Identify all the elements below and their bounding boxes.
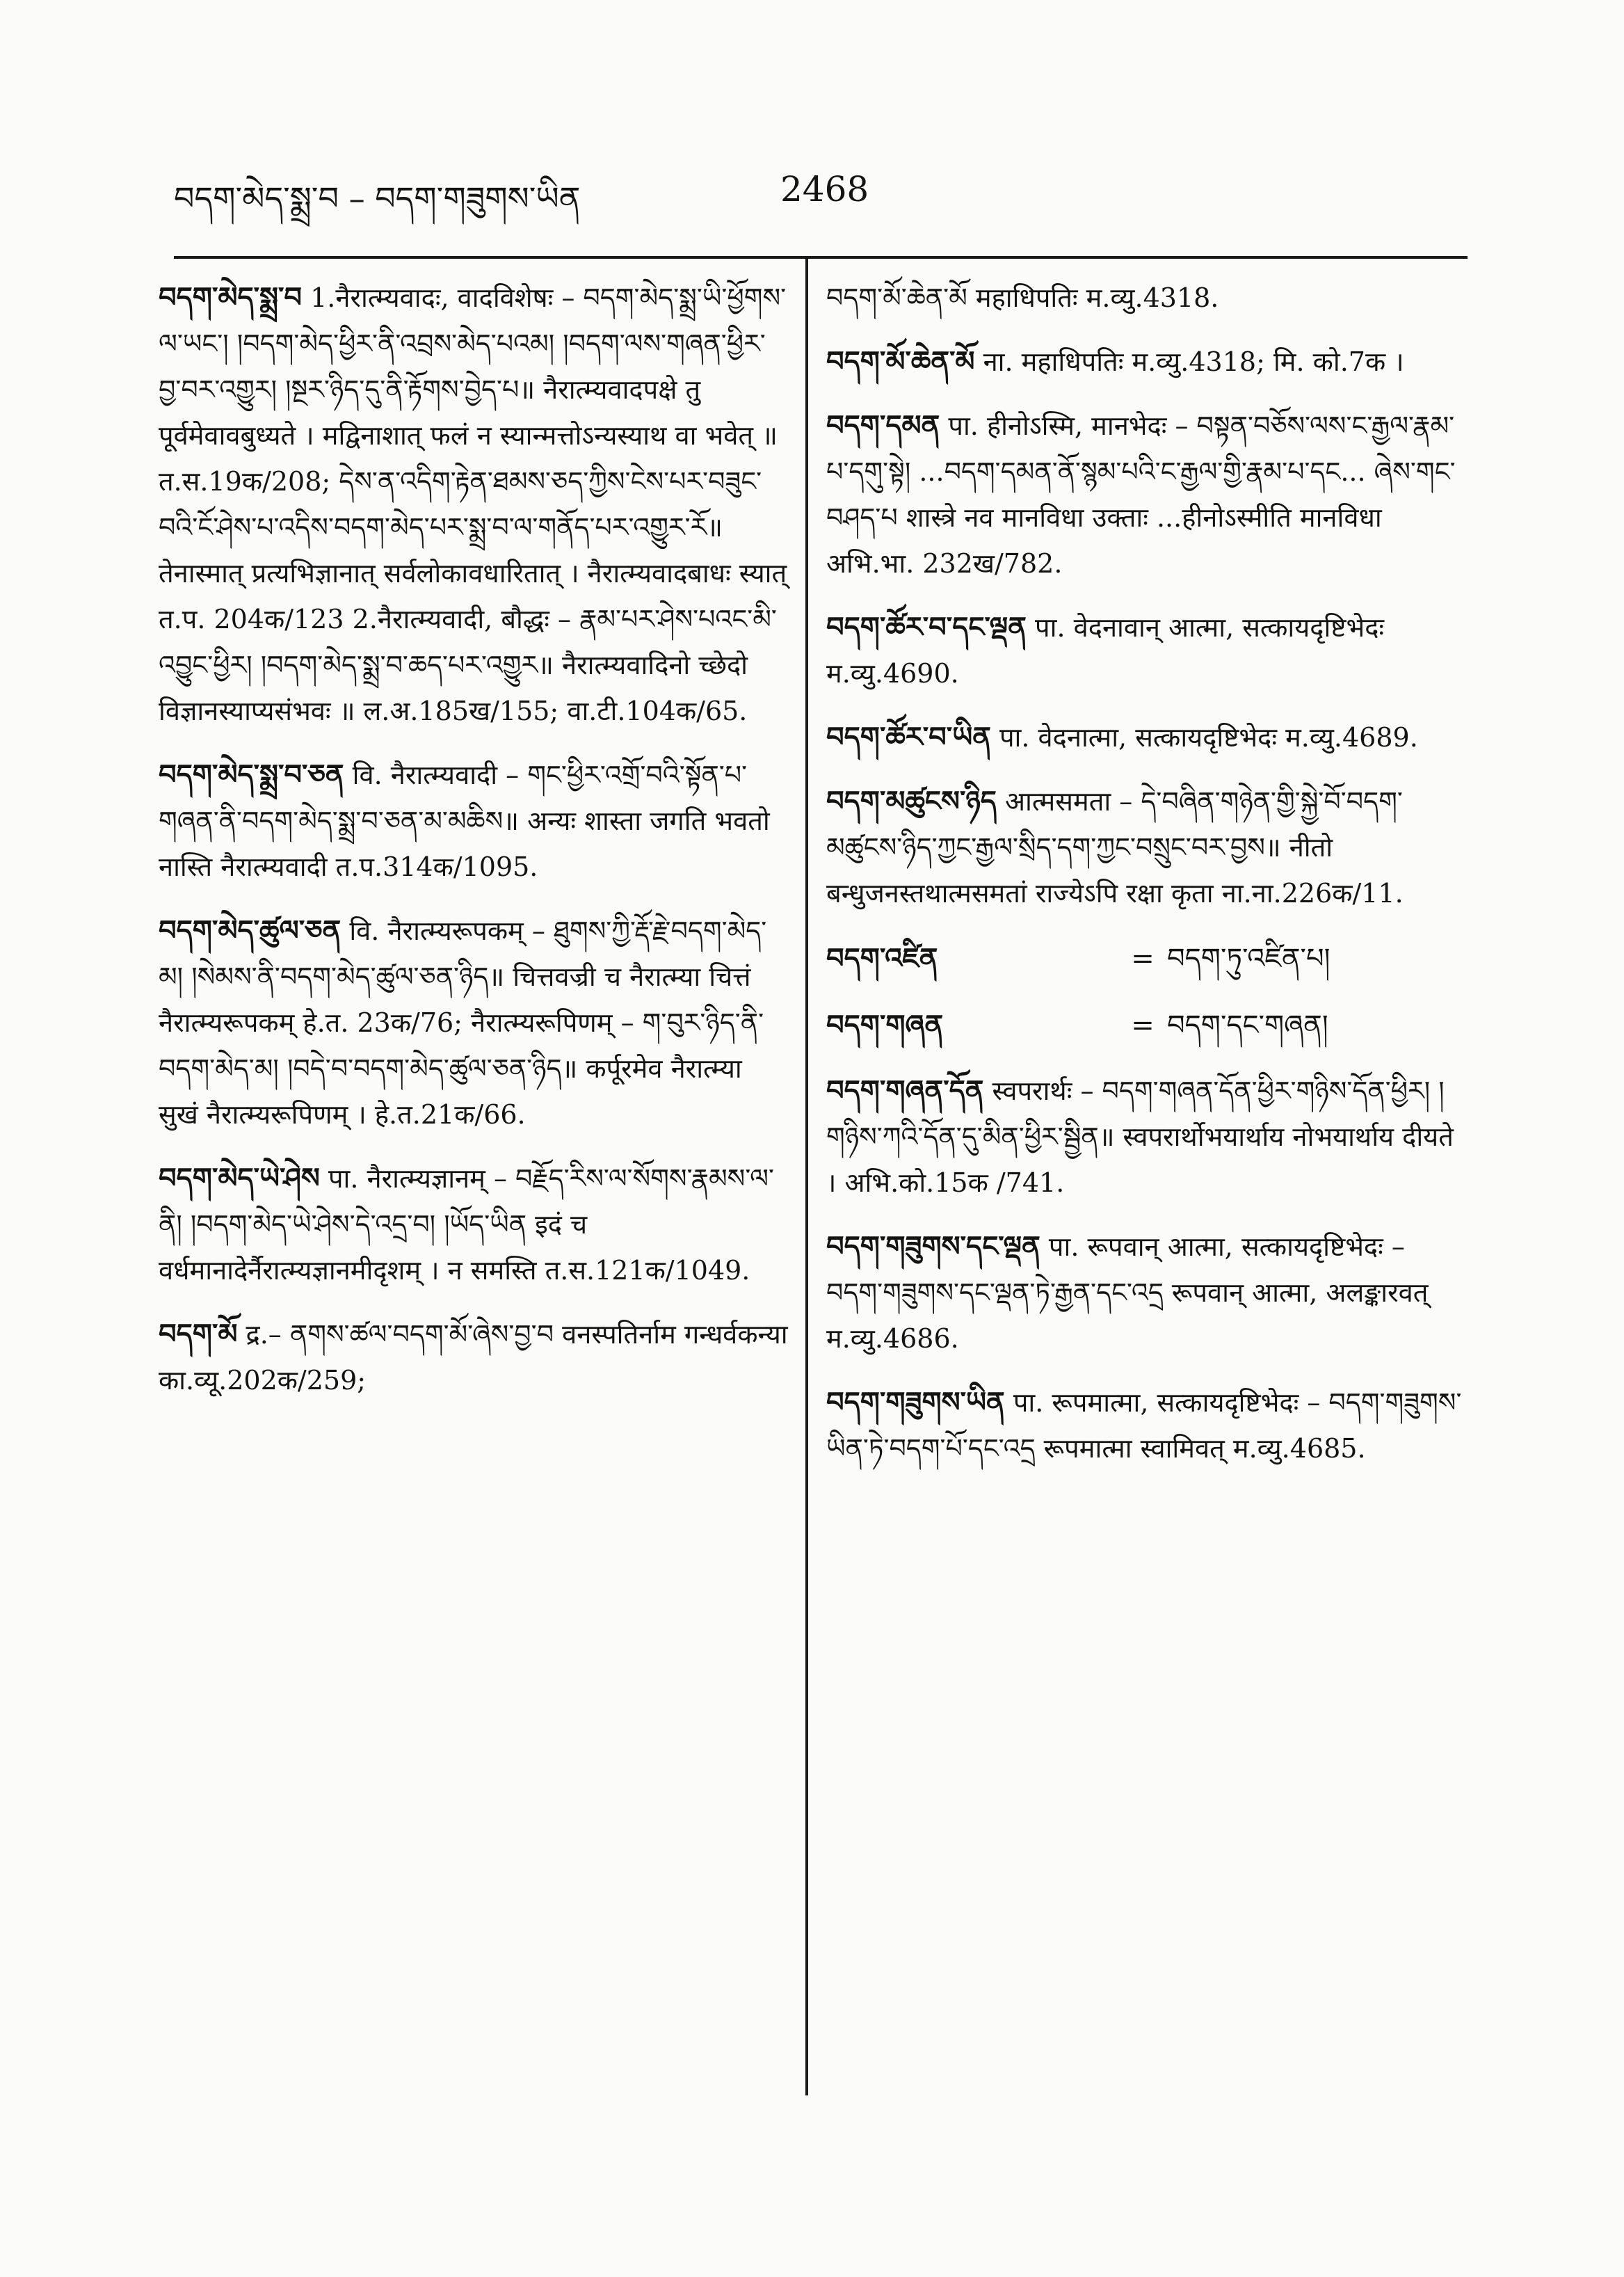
dictionary-entry (826, 403, 1463, 586)
dictionary-entry (159, 752, 788, 890)
entry-headword: བདག་ཚོར་བ་དང་ལྡན (826, 611, 1027, 644)
dictionary-entry (159, 1156, 788, 1293)
entry-headword: བདག་གཞན་དོན (826, 1074, 984, 1107)
dictionary-entry (826, 778, 1463, 916)
entry-headword: བདག་མཚུངས་ཉིད (826, 785, 997, 817)
cross-reference-headword: བདག་གཞན (826, 1009, 944, 1041)
entry-body: पा. रूपमात्मा, सत्कायदृष्टिभेदः – བདག་གཟུགས་ཡིན་ཏེ་བདག་པོ་དང་འདྲ रूपमात्मा स्वामिवत् म.व्यु.4685. (826, 1387, 1462, 1464)
page-header (174, 163, 1468, 219)
dictionary-entry (826, 605, 1463, 696)
entry-body: पा. वेदनावान् आत्मा, सत्कायदृष्टिभेदः म.व्यु.4690. (826, 612, 1385, 689)
dictionary-entry (159, 908, 788, 1137)
dictionary-entry (826, 339, 1463, 385)
dictionary-entry (826, 1224, 1463, 1361)
cross-reference-entry (826, 1001, 1463, 1050)
cross-reference-headword: བདག་འཛིན (826, 942, 938, 975)
entry-headword: བདག་གཟུགས་ཡིན (826, 1386, 1005, 1419)
dictionary-entry (826, 1068, 1463, 1206)
dictionary-entry (159, 275, 788, 734)
cross-reference-target: བདག་ཏུ་འཛིན་པ། (1167, 943, 1330, 975)
entry-headword: བདག་དམན (826, 409, 940, 442)
equals-sign: = (1131, 943, 1155, 975)
entry-body: स्वपरार्थः – བདག་གཞན་དོན་ཕྱིར་གཉིས་དོན་ཕྱིར། །གཉིས་ཀའི་དོན་དུ་མིན་ཕྱིར་སྦྱིན॥ स्वपरार्थोभयार्थाय नोभयार्थाय दीयते । अभि.को.15क /741. (826, 1076, 1454, 1198)
cross-reference-target: བདག་དང་གཞན། (1167, 1009, 1328, 1041)
entry-body: वि. नैरात्म्यरूपकम् – ཐུགས་ཀྱི་རྡོ་རྗེ་བདག་མེད་མ། །སེམས་ནི་བདག་མེད་ཚུལ་ཅན་ཉིད॥ चित्तवज्री च नैरात्म्या चित्तं नैरात्म्यरूपकम् हे.त. 23क/76; नैरात्म्यरूपिणम् – ག་བུར་ཉིད་ནི་བདག་མེད་མ། །བདེ་བ་བདག་མེད་ཚུལ་ཅན་ཉིད॥ कर्पूरमेव नैरात्म्या सुखं नैरात्म्यरूपिणम् । हे.त.21क/66. (159, 916, 767, 1130)
left-column (159, 275, 788, 1421)
dictionary-entry (826, 1380, 1463, 1471)
entry-body: पा. नैरात्म्यज्ञानम् – བརྗོད་རིས་ལ་སོགས་རྣམས་ལ་ནི། །བདག་མེད་ཡེ་ཤེས་དེ་འདྲ་བ། །ཡོད་ཡིན इदं च वर्धमानादेर्नैरात्म्यज्ञानमीदृशम् । न समस्ति त.स.121क/1049. (159, 1163, 774, 1286)
entry-body: पा. वेदनात्मा, सत्कायदृष्टिभेदः म.व्यु.4689. (990, 722, 1418, 753)
right-column (826, 275, 1463, 1489)
entry-headword: བདག་མེད་སྨྲ་བ (159, 281, 303, 314)
entry-body: वि. नैरात्म्यवादी – གང་ཕྱིར་འགྲོ་བའི་སྟོན་པ་གཞན་ནི་བདག་མེད་སྨྲ་བ་ཅན་མ་མཆིས॥ अन्यः शास्ता जगति भवतो नास्ति नैरात्म्यवादी त.प.314क/1095. (159, 760, 770, 882)
entry-body: བདག་མོ་ཆེན་མོ महाधिपतिः म.व्यु.4318. (826, 282, 1219, 313)
running-head: བདག་མེད་སྨྲ་བ – བདག་གཟུགས་ཡིན (174, 179, 581, 217)
dictionary-entry-continuation (826, 275, 1463, 321)
entry-body: पा. हीनोऽस्मि, मानभेदः – བསྟན་བཅོས་ལས་ང་རྒྱལ་རྣམ་པ་དགུ་སྟེ། ...བདག་དམན་ནོ་སྙམ་པའི་ང་རྒྱལ་གྱི་རྣམ་པ་དང... ཞེས་གང་བཤད་པ शास्त्रे नव मानविधा उक्ताः ...हीनोऽस्मीति मानविधा अभि.भा. 232ख/782. (826, 410, 1456, 579)
entry-headword: བདག་མོ (159, 1318, 238, 1350)
entry-headword: བདག་ཚོར་བ་ཡིན (826, 721, 991, 753)
entry-headword: བདག་མེད་ཚུལ་ཅན (159, 914, 341, 947)
column-divider (805, 259, 808, 2095)
dictionary-entry (159, 1311, 788, 1403)
entry-body: द्र.– ནགས་ཚལ་བདག་མོ་ཞེས་བྱ་བ वनस्पतिर्नाम गन्धर्वकन्या का.व्यू.202क/259; (159, 1319, 788, 1396)
entry-body: 1.नैरात्म्यवादः, वादविशेषः – བདག་མེད་སྨྲ་ཡི་ཕྱོགས་ལ་ཡང་། །བདག་མེད་ཕྱིར་ནི་འབྲས་མེད་པའམ། །བདག་ལས་གཞན་ཕྱིར་བྱ་བར་འགྱུར། །སྔར་ཉིད་དུ་ནི་རྟོགས་བྱེད་པ॥ नैरात्म्यवादपक्षे तु पूर्वमेवावबुध्यते । मद्विनाशात् फलं न स्यान्मत्तोऽन्यस्याथ वा भवेत् ॥ त.स.19क/208; དེས་ན་འདིག་རྟེན་ཐམས་ཅད་ཀྱིས་ངེས་པར་བཟུང་བའི་ངོ་ཤེས་པ་འདིས་བདག་མེད་པར་སྨྲ་བ་ལ་གནོད་པར་འགྱུར་རོ॥ तेनास्मात् प्रत्यभिज्ञानात् सर्वलोकावधारितात् । नैरात्म्यवादबाधः स्यात् त.प. 204क/123 2.नैरात्म्यवादी, बौद्धः – རྣམ་པར་ཤེས་པའང་མི་འབྱུང་ཕྱིར། །བདག་མེད་སྨྲ་བ་ཆད་པར་འགྱུར॥ नैरात्म्यवादिनो च्छेदो विज्ञानस्याप्यसंभवः ॥ ल.अ.185ख/155; वा.टी.104क/65. (159, 282, 787, 726)
dictionary-entry (826, 714, 1463, 760)
cross-reference-entry (826, 934, 1463, 983)
header-rule (174, 256, 1468, 259)
entry-body: आत्मसमता – དེ་བཞིན་གཉེན་གྱི་སྐྱེ་བོ་བདག་མཚུངས་ཉིད་ཀྱང་རྒྱལ་སྲིད་དག་ཀྱང་བསྲུང་བར་བྱས॥ नीतो बन्धुजनस्तथात्मसमतां राज्येऽपि रक्षा कृता ना.ना.226क/11. (826, 786, 1404, 909)
page-number: 2468 (780, 169, 869, 209)
entry-headword: བདག་མེད་ཡེ་ཤེས (159, 1162, 320, 1195)
equals-sign: = (1131, 1009, 1155, 1041)
entry-body: ना. महाधिपतिः म.व्यु.4318; मि. को.7क । (974, 346, 1404, 377)
entry-headword: བདག་གཟུགས་དང་ལྡན (826, 1230, 1040, 1263)
entry-body: पा. रूपवान् आत्मा, सत्कायदृष्टिभेदः – བདག་གཟུགས་དང་ལྡན་ཏེ་རྒྱན་དང་འདྲ रूपवान् आत्मा, अलङ्कारवत् म.व्यु.4686. (826, 1231, 1429, 1354)
entry-headword: བདག་མོ་ཆེན་མོ (826, 345, 975, 378)
entry-headword: བདག་མེད་སྨྲ་བ་ཅན (159, 758, 344, 791)
